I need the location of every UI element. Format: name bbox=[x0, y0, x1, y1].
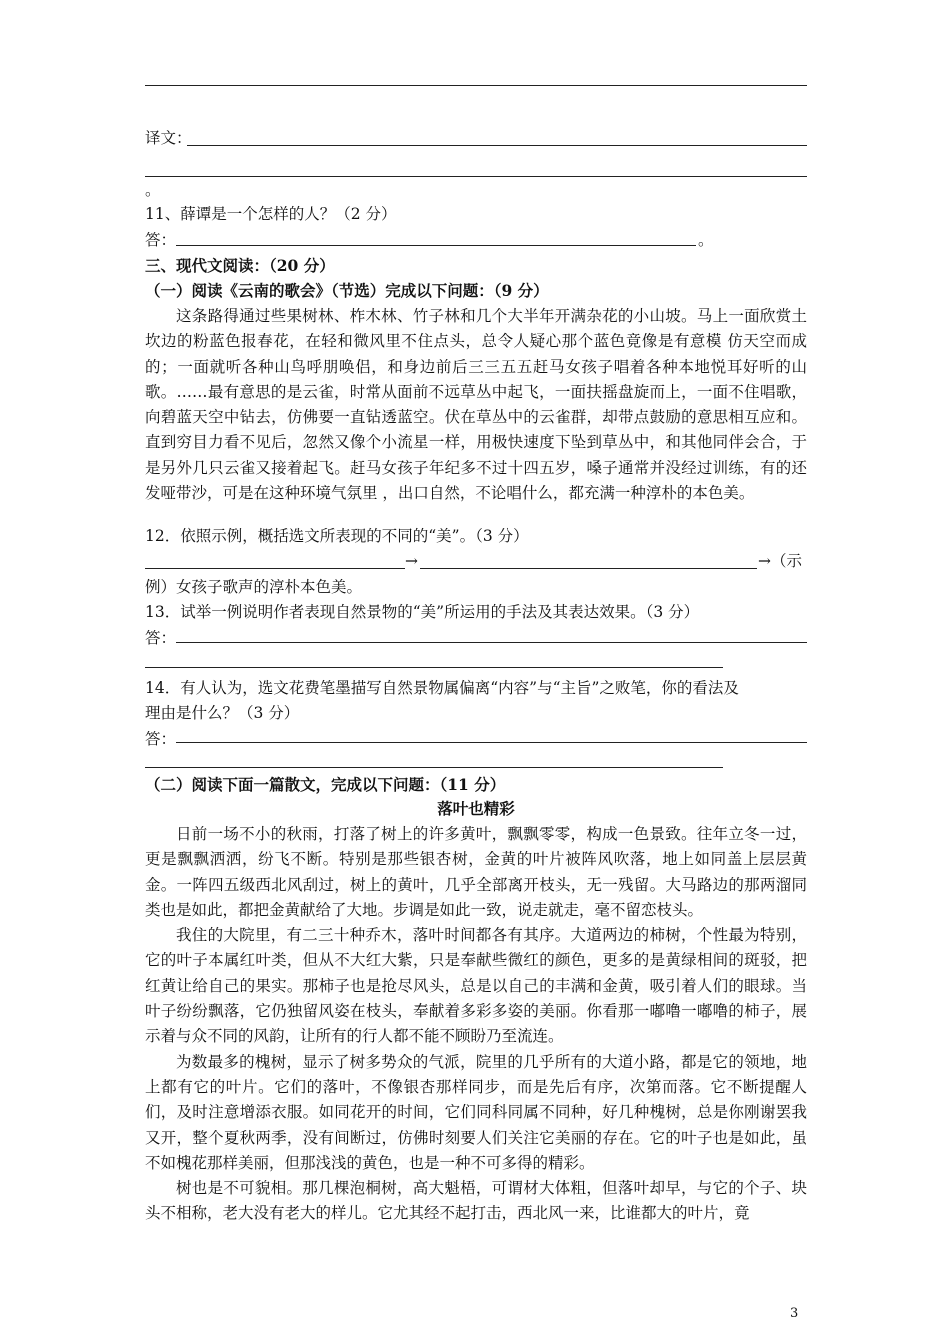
essay-paragraph-4: 树也是不可貌相。那几棵泡桐树，高大魁梧，可谓材大体粗，但落叶却早，与它的个子、块头不相称，老大没有老大的样儿。它尤其经不起打击，西北风一来，比谁都大的叶片，竟 bbox=[145, 1179, 807, 1223]
essay-body bbox=[145, 822, 807, 1227]
q13-answer-line-2[interactable] bbox=[145, 667, 723, 668]
passage-yunnan bbox=[145, 304, 807, 506]
q14-answer-line-2[interactable] bbox=[145, 767, 723, 768]
q14-answer-label: 答： bbox=[145, 730, 177, 748]
page-number: 3 bbox=[790, 1306, 799, 1321]
translation-label: 译文： bbox=[145, 129, 192, 147]
answer-end: 。 bbox=[698, 231, 714, 249]
essay-paragraph-1: 日前一场不小的秋雨，打落了树上的许多黄叶，飘飘零零，构成一色景致。往年立冬一过，更是飘飘洒洒，纷飞不断。特别是那些银杏树，金黄的叶片被阵风吹落，地上如同盖上层层黄金。一阵四五级西北风刮过，树上的黄叶，几乎全部离开枝头，无一残留。大马路边的那两溜同类也是如此，都把金黄献给了大地。步调是如此一致，说走就走，毫不留恋枝头。 bbox=[145, 825, 807, 919]
q12-example: 例）女孩子歌声的淳朴本色美。 bbox=[145, 578, 363, 596]
answer-label: 答： bbox=[145, 231, 177, 249]
translation-line-2[interactable] bbox=[145, 176, 807, 177]
q13-answer-label: 答： bbox=[145, 629, 177, 647]
question-11: 11、薛谭是一个怎样的人？（2 分） bbox=[145, 205, 397, 223]
part2-heading: （二）阅读下面一篇散文，完成以下问题：（11 分） bbox=[145, 775, 506, 794]
q14-answer-line-1[interactable] bbox=[176, 742, 807, 743]
section-heading: 三、现代文阅读：（20 分） bbox=[145, 256, 335, 275]
period: 。 bbox=[145, 181, 161, 199]
answer-line-11[interactable] bbox=[176, 245, 696, 246]
question-12: 12．依照示例，概括选文所表现的不同的“美”。（3 分） bbox=[145, 527, 529, 545]
answer-line[interactable] bbox=[145, 85, 807, 86]
q13-answer-line-1[interactable] bbox=[176, 642, 807, 643]
question-14-line1: 14．有人认为，选文花费笔墨描写自然景物属偏离“内容”与“主旨”之败笔，你的看法及 bbox=[145, 679, 739, 697]
q12-arrow-1: → bbox=[405, 552, 418, 570]
translation-line[interactable] bbox=[187, 145, 807, 146]
q12-blank-1[interactable] bbox=[145, 568, 405, 569]
q12-arrow-2: →（示 bbox=[758, 552, 802, 570]
essay-paragraph-2: 我住的大院里，有二三十种乔木，落叶时间都各有其序。大道两边的柿树，个性最为特别，它的叶子本属红叶类，但从不大红大紫，只是奉献些微红的颜色，更多的是黄绿相间的斑驳，把红黄让给自己的果实。那柿子也是抢尽风头，总是以自己的丰满和金黄，吸引着人们的眼球。当叶子纷纷飘落，它仍独留风姿在枝头，奉献着多彩多姿的美丽。你看那一嘟噜一嘟噜的柿子，展示着与众不同的风韵，让所有的行人都不能不顾盼乃至流连。 bbox=[145, 926, 807, 1046]
question-13: 13．试举一例说明作者表现自然景物的“美”所运用的手法及其表达效果。（3 分） bbox=[145, 603, 700, 621]
essay-title: 落叶也精彩 bbox=[437, 799, 515, 818]
essay-paragraph-3: 为数最多的槐树，显示了树多势众的气派，院里的几乎所有的大道小路，都是它的领地，地上都有它的叶片。它们的落叶，不像银杏那样同步，而是先后有序，次第而落。它不断提醒人们，及时注意增添衣服。如同花开的时间，它们同科同属不同种，好几种槐树，总是你刚谢罢我又开，整个夏秋两季，没有间断过，仿佛时刻要人们关注它美丽的存在。它的叶子也是如此，虽不如槐花那样美丽，但那浅浅的黄色，也是一种不可多得的精彩。 bbox=[145, 1052, 807, 1172]
q12-blank-2[interactable] bbox=[420, 568, 757, 569]
question-14-line2: 理由是什么？（3 分） bbox=[145, 704, 300, 722]
passage-paragraph: 这条路得通过些果树林、柞木林、竹子林和几个大半年开满杂花的小山坡。马上一面欣赏土坎边的粉蓝色报春花，在轻和微风里不住点头，总令人疑心那个蓝色竟像是有意模 仿天空而成的；一面就听各种山鸟呼朋唤侣，和身边前后三三五五赶马女孩子唱着各种本地悦耳好听的山歌。……最有意思的是云雀，时常从面前不远草丛中起飞，一面扶摇盘旋而上，一面不住唱歌，向碧蓝天空中钻去，仿佛要一直钻透蓝空。伏在草丛中的云雀群，却带点鼓励的意思相互应和。直到穷目力看不见后，忽然又像个小流星一样，用极快速度下坠到草丛中，和其他同伴会合，于是另外几只云雀又接着起飞。赶马女孩子年纪多不过十四五岁，嗓子通常并没经过训练，有的还发哑带沙，可是在这种环境气氛里 ，出口自然，不论唱什么，都充满一种淳朴的本色美。 bbox=[145, 307, 807, 503]
part1-heading: （一）阅读《云南的歌会》（节选）完成以下问题：（9 分） bbox=[145, 281, 549, 300]
